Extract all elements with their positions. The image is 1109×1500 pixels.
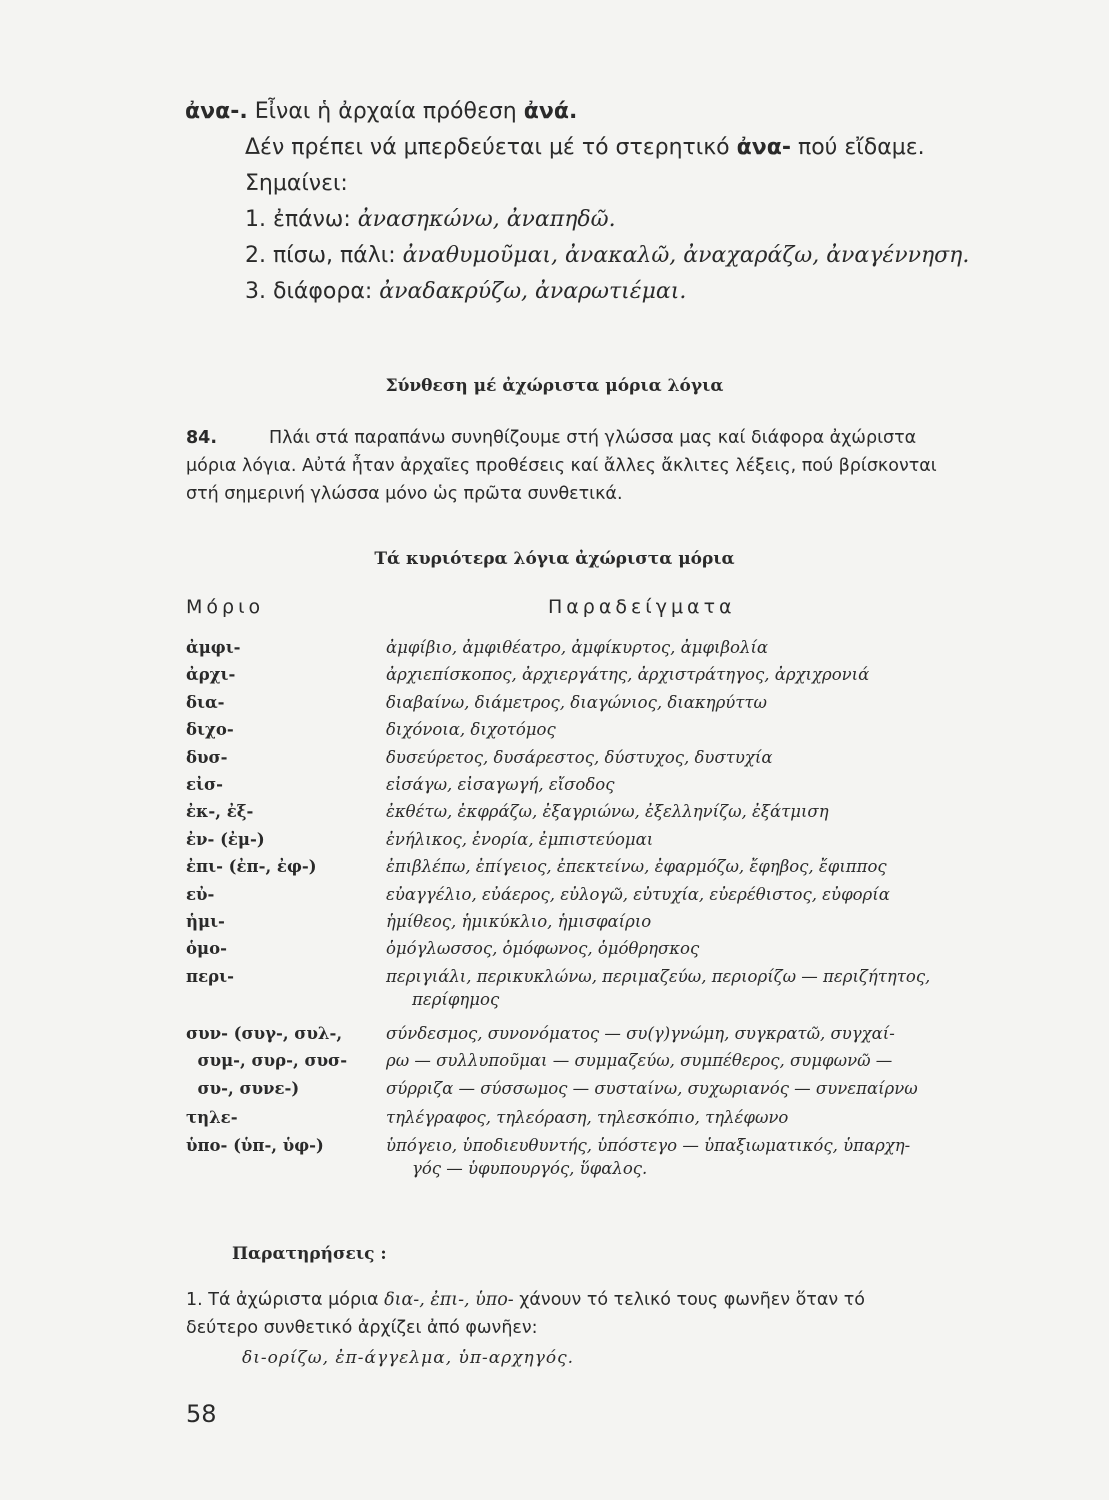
ana-warning-b: ἀνα- bbox=[736, 135, 791, 160]
examples-cell: ἀμφίβιο, ἀμφιθέατρο, ἀμφίκυρτος, ἀμφιβολία bbox=[386, 638, 769, 657]
example-line: σύρριζα — σύσσωμος — συσταίνω, συχωριανός — συνεπαίρνω bbox=[386, 1078, 918, 1098]
table-row bbox=[186, 800, 1056, 823]
ana-means-label: Σημαίνει: bbox=[245, 171, 348, 196]
ana-meaning-item bbox=[185, 274, 1065, 310]
ana-meaning-item bbox=[185, 202, 1065, 238]
examples-cell: ἐπιβλέπω, ἐπίγειος, ἐπεκτείνω, ἐφαρμόζω, ἔφηβος, ἔφιππος bbox=[386, 857, 887, 877]
prefix-cell: ὑπο- (ὑπ-, ὑφ-) bbox=[186, 1135, 324, 1155]
prefix-cell: δυσ- bbox=[186, 747, 228, 767]
column-header-examples: Παραδείγματα bbox=[548, 596, 736, 618]
table-row bbox=[186, 1020, 1056, 1103]
meaning-examples: ἀναδακρύζω, ἀναρωτιέμαι. bbox=[379, 279, 687, 304]
prefix-cell: εἰσ- bbox=[186, 775, 224, 795]
example-line: περίφημος bbox=[412, 990, 500, 1010]
prefix-cell: ἐπι- (ἐπ-, ἐφ-) bbox=[186, 857, 317, 877]
paragraph-line bbox=[186, 424, 1048, 452]
prefix-cell: τηλε- bbox=[186, 1108, 238, 1128]
prefix-cell: ἀμφι- bbox=[186, 638, 241, 657]
observations-text bbox=[186, 1286, 1046, 1342]
page-number: 58 bbox=[186, 1400, 217, 1428]
examples-cell: δυσεύρετος, δυσάρεστος, δύστυχος, δυστυχία bbox=[386, 747, 773, 767]
paragraph-84 bbox=[186, 424, 1048, 508]
ana-warning-line bbox=[185, 130, 1065, 166]
prefix-cell: συν- (συγ-, συλ-, συμ-, συρ-, συσ- συ-, συνε-) bbox=[186, 1023, 348, 1098]
ana-warning-a: Δέν πρέπει νά μπερδεύεται μέ τό στερητικό bbox=[245, 135, 737, 160]
examples-cell: ὁμόγλωσσος, ὁμόφωνος, ὁμόθρησκος bbox=[386, 939, 700, 959]
meaning-examples: ἀναθυμοῦμαι, ἀνακαλῶ, ἀναχαράζω, ἀναγέννηση. bbox=[402, 243, 970, 268]
meaning-label: 2. πίσω, πάλι: bbox=[245, 243, 403, 268]
prefix-cell: ἐν- (ἐμ-) bbox=[186, 829, 265, 849]
table-row bbox=[186, 1106, 1056, 1129]
paragraph-line: μόρια λόγια. Αὐτά ἦταν ἀρχαῖες προθέσεις καί ἄλλες ἄκλιτες λέξεις, πού βρίσκονται bbox=[186, 456, 937, 476]
table-row bbox=[186, 910, 1056, 933]
ana-prefix-section bbox=[185, 94, 1065, 310]
meaning-label: 3. διάφορα: bbox=[245, 279, 380, 304]
table-row bbox=[186, 746, 1056, 769]
example-line: περιγιάλι, περικυκλώνω, περιμαζεύω, περιορίζω — περιζήτητος, bbox=[386, 966, 931, 986]
examples-cell: ἐνήλικος, ἐνορία, ἐμπιστεύομαι bbox=[386, 829, 654, 849]
table-row bbox=[186, 773, 1056, 796]
paragraph-text: Πλάι στά παραπάνω συνηθίζουμε στή γλώσσα μας καί διάφορα ἀχώριστα bbox=[269, 428, 917, 448]
table-row bbox=[186, 965, 1056, 1012]
prefix-cell: διχο- bbox=[186, 720, 234, 740]
observation-line bbox=[186, 1286, 1046, 1314]
prefix-cell: ὁμο- bbox=[186, 939, 227, 959]
prefix-cell: δια- bbox=[186, 692, 225, 712]
table-row bbox=[186, 691, 1056, 714]
examples-cell: διαβαίνω, διάμετρος, διαγώνιος, διακηρύττω bbox=[386, 692, 768, 712]
examples-cell: εὐαγγέλιο, εὐάερος, εὐλογῶ, εὐτυχία, εὐερέθιστος, εὐφορία bbox=[386, 884, 890, 904]
ana-heading-line bbox=[185, 94, 1065, 130]
ana-prefix: ἀνα-. bbox=[185, 99, 248, 124]
ana-meaning-item bbox=[185, 238, 1065, 274]
ana-warning-c: πού εἴδαμε. bbox=[790, 135, 925, 160]
prefix-cell: ἡμι- bbox=[186, 912, 225, 932]
examples-cell bbox=[386, 1020, 1056, 1103]
observations-title: Παρατηρήσεις : bbox=[232, 1244, 387, 1264]
examples-cell: ἀρχιεπίσκοπος, ἀρχιεργάτης, ἀρχιστράτηγος, ἀρχιχρονιά bbox=[386, 665, 870, 685]
prefix-table bbox=[186, 636, 1056, 1180]
table-row bbox=[186, 828, 1056, 851]
example-line: γός — ὑφυπουργός, ὕφαλος. bbox=[412, 1159, 648, 1178]
section-title: Σύνθεση μέ ἀχώριστα μόρια λόγια bbox=[385, 376, 724, 396]
observation-text-b: δια-, ἐπι-, ὑπο- bbox=[384, 1290, 514, 1310]
observation-examples: δι-ορίζω, ἐπ-άγγελμα, ὑπ-αρχηγός. bbox=[242, 1348, 575, 1368]
table-row bbox=[186, 855, 1056, 878]
prefix-cell: ἐκ-, ἐξ- bbox=[186, 802, 254, 822]
examples-cell: ἡμίθεος, ἡμικύκλιο, ἡμισφαίριο bbox=[386, 912, 652, 932]
paragraph-number: 84. bbox=[186, 428, 218, 448]
table-row bbox=[186, 937, 1056, 960]
column-header-prefix: Μόριο bbox=[186, 596, 265, 618]
example-line: σύνδεσμος, συνονόματος — συ(γ)γνώμη, συγκρατῶ, συγχαί- bbox=[386, 1023, 895, 1043]
prefix-cell: εὐ- bbox=[186, 884, 215, 904]
example-line: ρω — συλλυποῦμαι — συμμαζεύω, συμπέθερος, συμφωνῶ — bbox=[386, 1051, 893, 1071]
table-row bbox=[186, 883, 1056, 906]
prefix-cell: περι- bbox=[186, 966, 234, 986]
examples-cell: διχόνοια, διχοτόμος bbox=[386, 720, 556, 740]
table-row bbox=[186, 663, 1056, 686]
examples-cell bbox=[386, 1134, 1056, 1181]
observation-line: δεύτερο συνθετικό ἀρχίζει ἀπό φωνῆεν: bbox=[186, 1318, 538, 1338]
table-row bbox=[186, 718, 1056, 741]
observation-text-a: 1. Τά ἀχώριστα μόρια bbox=[186, 1290, 385, 1310]
meaning-examples: ἀνασηκώνω, ἀναπηδῶ. bbox=[357, 207, 616, 232]
paragraph-line: στή σημερινή γλώσσα μόνο ὡς πρῶτα συνθετικά. bbox=[186, 484, 623, 504]
examples-cell: ἐκθέτω, ἐκφράζω, ἐξαγριώνω, ἐξελληνίζω, ἐξάτμιση bbox=[386, 802, 829, 822]
prefix-cell: ἀρχι- bbox=[186, 665, 236, 685]
examples-cell: τηλέγραφος, τηλεόραση, τηλεσκόπιο, τηλέφωνο bbox=[386, 1108, 789, 1128]
meaning-label: 1. ἐπάνω: bbox=[245, 207, 358, 232]
ana-head-word: ἀνά. bbox=[523, 99, 578, 124]
examples-cell: εἰσάγω, εἰσαγωγή, εἴσοδος bbox=[386, 775, 615, 795]
observation-text-c: χάνουν τό τελικό τους φωνῆεν ὅταν τό bbox=[513, 1290, 865, 1310]
ana-head-text: Εἶναι ἡ ἀρχαία πρόθεση bbox=[247, 99, 524, 124]
examples-cell bbox=[386, 965, 1056, 1012]
table-row bbox=[186, 1134, 1056, 1181]
table-title: Τά κυριότερα λόγια ἀχώριστα μόρια bbox=[374, 549, 735, 569]
example-line: ὑπόγειο, ὑποδιευθυντής, ὑπόστεγο — ὑπαξιωματικός, ὑπαρχη- bbox=[386, 1135, 911, 1155]
table-row bbox=[186, 636, 1056, 659]
